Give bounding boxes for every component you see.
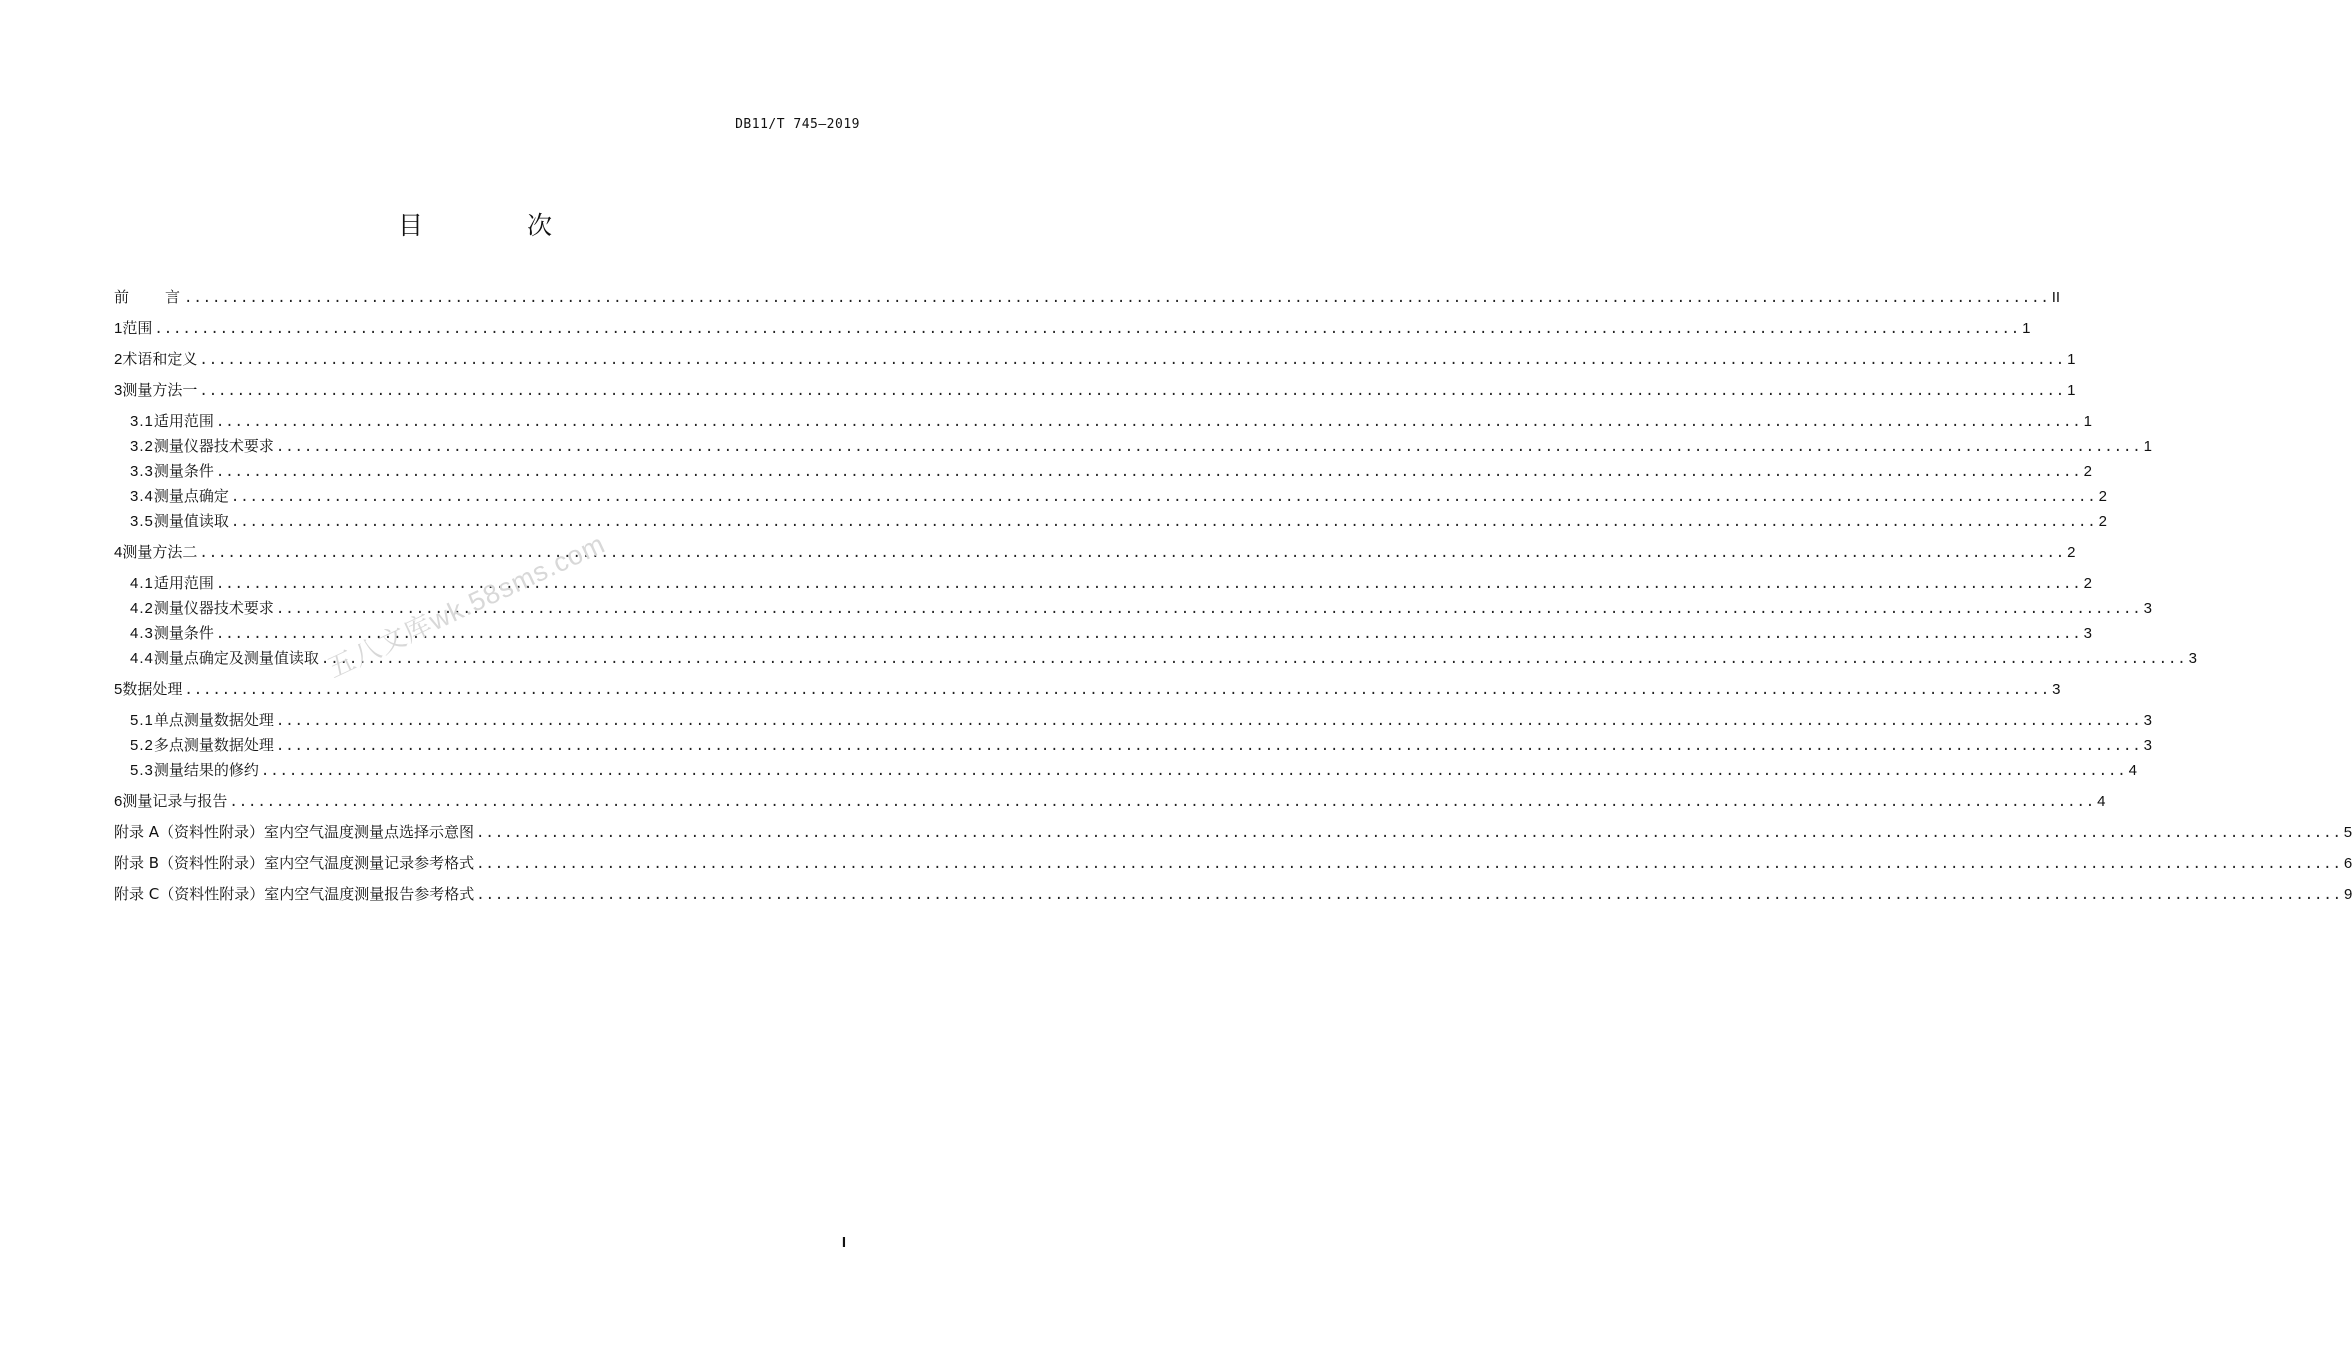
- toc-leader-dots: ........................................................................................................................................................................................................: [215, 576, 2082, 592]
- toc-entry-label: 测量方法一: [122, 381, 198, 399]
- toc-leader-dots: ........................................................................................................................................................................................................: [229, 794, 2096, 810]
- toc-entry-label: 前 言: [114, 288, 183, 306]
- toc-entry-number: 4: [114, 544, 123, 561]
- toc-entry-4-4[interactable]: [114, 648, 2197, 668]
- toc-entry-6[interactable]: [114, 791, 2106, 811]
- toc-entry-number: 3.5: [130, 513, 154, 530]
- toc-entry-label: 测量结果的修约: [153, 761, 259, 779]
- toc-leader-dots: ........................................................................................................................................................................................................: [476, 825, 2342, 841]
- toc-entry-page: 1: [2067, 351, 2076, 368]
- toc-entry-page: 2: [2067, 544, 2076, 561]
- toc-leader-dots: ........................................................................................................................................................................................................: [275, 713, 2142, 729]
- toc-entry-title: 室内空气温度测量报告参考格式: [264, 885, 475, 903]
- toc-entry-label: 测量仪器技术要求: [153, 437, 274, 455]
- toc-entry-page: 6: [2343, 855, 2352, 872]
- toc-entry-label: 测量方法二: [122, 543, 198, 561]
- toc-entry-page: 3: [2052, 681, 2061, 698]
- toc-entry-label: 多点测量数据处理: [153, 736, 274, 754]
- toc-leader-dots: ........................................................................................................................................................................................................: [275, 439, 2142, 455]
- toc-entry-label: 适用范围: [153, 574, 214, 592]
- toc-entry-number: 5: [114, 681, 123, 698]
- toc-entry-page: 1: [2143, 438, 2152, 455]
- toc-entry-label: 附录 C（资料性附录）: [114, 885, 265, 903]
- toc-entry-title: 室内空气温度测量记录参考格式: [264, 854, 475, 872]
- toc-entry-label: 范围: [122, 319, 153, 337]
- toc-leader-dots: ........................................................................................................................................................................................................: [476, 856, 2342, 872]
- toc-entry-3-5[interactable]: [114, 511, 2107, 531]
- toc-leader-dots: ........................................................................................................................................................................................................: [476, 887, 2343, 903]
- toc-entry-number: 3.3: [130, 463, 154, 480]
- toc-entry-5-2[interactable]: [114, 735, 2152, 755]
- toc-entry-label: 测量条件: [153, 624, 214, 642]
- toc-entry-number: 3.4: [130, 488, 154, 505]
- toc-entry-label: 附录 A（资料性附录）: [114, 823, 265, 841]
- toc-leader-dots: ........................................................................................................................................................................................................: [275, 738, 2142, 754]
- toc-leader-dots: ........................................................................................................................................................................................................: [275, 601, 2142, 617]
- toc-leader-dots: ........................................................................................................................................................................................................: [184, 682, 2051, 698]
- toc-entry-appendix-a[interactable]: [114, 822, 2352, 842]
- toc-entry-page: 9: [2344, 886, 2352, 903]
- toc-entry-label: 测量点确定: [153, 487, 229, 505]
- toc-entry-page: 2: [2083, 463, 2092, 480]
- toc-leader-dots: ........................................................................................................................................................................................................: [215, 414, 2082, 430]
- toc-leader-dots: ........................................................................................................................................................................................................: [199, 352, 2066, 368]
- toc-entry-number: 1: [114, 320, 123, 337]
- toc-entry-number: 4.1: [130, 575, 154, 592]
- toc-entry-page: 4: [2128, 762, 2137, 779]
- toc-entry-title: 室内空气温度测量点选择示意图: [264, 823, 475, 841]
- toc-entry-page: 3: [2143, 737, 2152, 754]
- toc-entry-number: 4.3: [130, 625, 154, 642]
- toc-entry-page: 2: [2098, 513, 2107, 530]
- toc-entry-5[interactable]: [114, 679, 2061, 699]
- toc-entry-3-3[interactable]: [114, 461, 2092, 481]
- toc-entry-number: 4.4: [130, 650, 154, 667]
- toc-entry-number: 3.2: [130, 438, 154, 455]
- toc-entry-number: 3.1: [130, 413, 154, 430]
- toc-leader-dots: ........................................................................................................................................................................................................: [260, 763, 2127, 779]
- toc-entry-5-1[interactable]: [114, 710, 2152, 730]
- toc-entry-2[interactable]: [114, 349, 2076, 369]
- toc-leader-dots: ........................................................................................................................................................................................................: [320, 651, 2187, 667]
- toc-leader-dots: ........................................................................................................................................................................................................: [230, 514, 2097, 530]
- toc-entry-label: 单点测量数据处理: [153, 711, 274, 729]
- watermark-text: 五八文库wk.58sms.com: [322, 528, 610, 684]
- toc-entry-page: 2: [2083, 575, 2092, 592]
- toc-entry-number: 5.1: [130, 712, 154, 729]
- toc-leader-dots: ........................................................................................................................................................................................................: [230, 489, 2097, 505]
- toc-entry-1[interactable]: [114, 318, 2031, 338]
- toc-entry-appendix-b[interactable]: [114, 853, 2352, 873]
- page-title: 目 次: [398, 211, 600, 240]
- toc-entry-number: 5.3: [130, 762, 154, 779]
- toc-entry-4[interactable]: [114, 542, 2076, 562]
- toc-entry-page: 4: [2097, 793, 2106, 810]
- toc-entry-label: 数据处理: [122, 680, 183, 698]
- toc-entry-number: 6: [114, 793, 123, 810]
- toc-entry-number: 4.2: [130, 600, 154, 617]
- toc-entry-3-1[interactable]: [114, 411, 2092, 431]
- toc-entry-page: 2: [2098, 488, 2107, 505]
- toc-entry-4-3[interactable]: [114, 623, 2092, 643]
- toc-entry-appendix-c[interactable]: [114, 884, 2352, 904]
- toc-entry-page: 1: [2067, 382, 2076, 399]
- toc-entry-page: 3: [2083, 625, 2092, 642]
- toc-entry-label: 测量点确定及测量值读取: [153, 649, 319, 667]
- toc-entry-label: 术语和定义: [122, 350, 198, 368]
- toc-entry-label: 测量条件: [153, 462, 214, 480]
- toc-entry-number: 3: [114, 382, 123, 399]
- toc-entry-label: 附录 B（资料性附录）: [114, 854, 265, 872]
- toc-entry-3-4[interactable]: [114, 486, 2107, 506]
- document-code: DB11/T 745—2019: [735, 117, 860, 132]
- toc-entry-label: 适用范围: [153, 412, 214, 430]
- toc-entry-page: 1: [2022, 320, 2031, 337]
- toc-leader-dots: ........................................................................................................................................................................................................: [184, 290, 2050, 306]
- toc-leader-dots: ........................................................................................................................................................................................................: [215, 464, 2082, 480]
- toc-entry-number: 2: [114, 351, 123, 368]
- toc-entry-page: 3: [2188, 650, 2197, 667]
- toc-entry-page: 1: [2083, 413, 2092, 430]
- toc-entry-label: 测量记录与报告: [122, 792, 228, 810]
- toc-entry-number: 5.2: [130, 737, 154, 754]
- toc-entry-page: 3: [2143, 712, 2152, 729]
- toc-entry-label: 测量值读取: [153, 512, 229, 530]
- toc-entry-page: II: [2051, 289, 2061, 306]
- toc-leader-dots: ........................................................................................................................................................................................................: [199, 545, 2066, 561]
- toc-entry-page: 3: [2143, 600, 2152, 617]
- toc-entry-5-3[interactable]: [114, 760, 2137, 780]
- toc-entry-3-2[interactable]: [114, 436, 2152, 456]
- toc-leader-dots: ........................................................................................................................................................................................................: [215, 626, 2082, 642]
- toc-leader-dots: ........................................................................................................................................................................................................: [199, 383, 2066, 399]
- toc-entry-foreword[interactable]: [114, 287, 2061, 307]
- toc-entry-label: 测量仪器技术要求: [153, 599, 274, 617]
- footer-page-number: I: [841, 1234, 846, 1251]
- toc-entry-page: 5: [2343, 824, 2352, 841]
- toc-entry-3[interactable]: [114, 380, 2076, 400]
- toc-leader-dots: ........................................................................................................................................................................................................: [154, 321, 2021, 337]
